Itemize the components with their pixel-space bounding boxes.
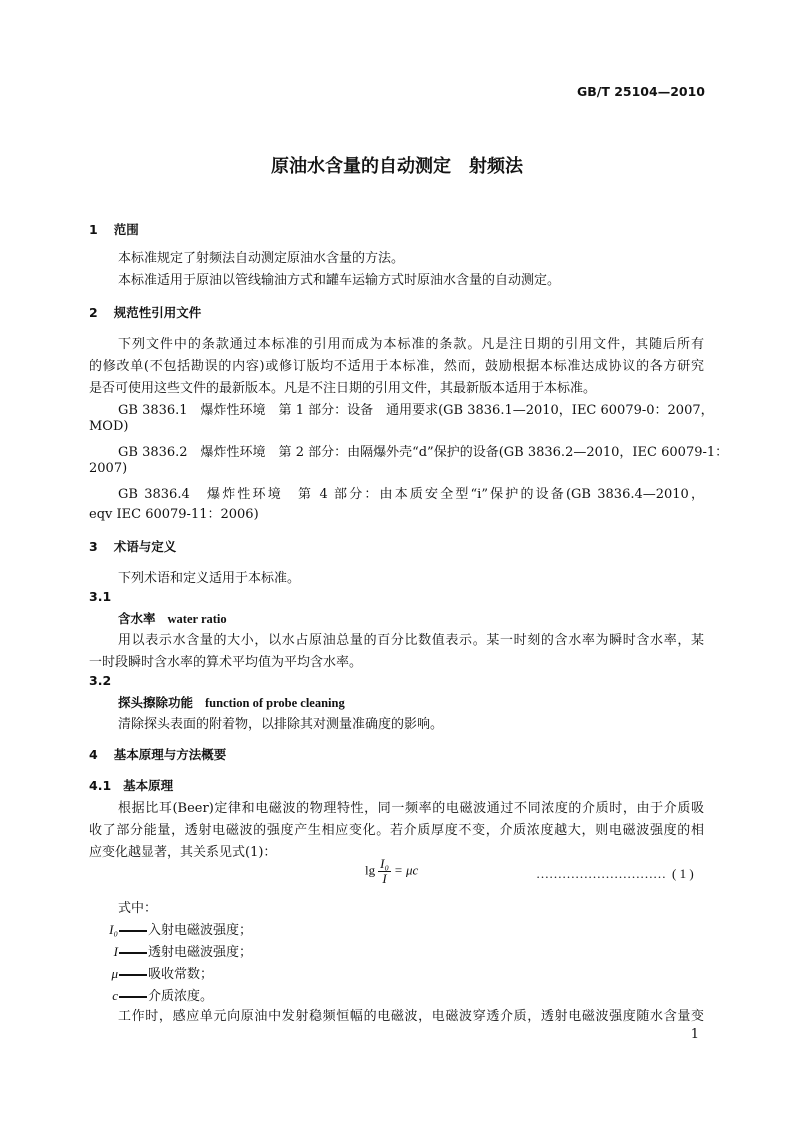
section-title: 规范性引用文件 [113, 305, 202, 320]
em-dash [119, 930, 147, 932]
section-title: 基本原理与方法概要 [113, 747, 227, 762]
section-4-heading [89, 745, 226, 763]
formula-lg: lg [365, 862, 376, 878]
definition-line: 清除探头表面的附着物，以排除其对测量准确度的影响。 [118, 717, 444, 732]
clause-number: 3.1 [89, 589, 112, 604]
clause-number: 3.2 [89, 673, 112, 688]
section-1-heading [89, 220, 139, 238]
variable-symbol: I₀ [109, 922, 118, 937]
section-number: 3 [89, 539, 98, 554]
where-label: 式中： [118, 901, 158, 916]
variable-desc: 入射电磁波强度； [148, 923, 253, 938]
section-title: 术语与定义 [113, 539, 177, 554]
page-number: 1 [690, 1027, 699, 1042]
section-3-heading [89, 537, 176, 555]
reference-entry: GB 3836.4 爆炸性环境 第 4 部分：由本质安全型“i”保护的设备(GB 3836.4—2010， [118, 487, 704, 502]
formula-1 [365, 857, 418, 886]
section-number: 1 [89, 222, 98, 237]
reference-entry-cont: MOD) [89, 419, 129, 434]
variable-row [96, 963, 213, 982]
standard-code: GB/T 25104—2010 [576, 84, 705, 99]
variable-symbol: I [113, 944, 118, 959]
section-title: 范围 [113, 222, 139, 237]
definition-line: 用以表示水含量的大小，以水占原油总量的百分比数值表示。某一时刻的含水率为瞬时含水率，某 [118, 633, 704, 648]
variable-symbol: c [112, 988, 118, 1003]
paragraph-line: 工作时，感应单元向原油中发射稳频恒幅的电磁波，电磁波穿透介质，透射电磁波强度随水含量变 [118, 1009, 704, 1024]
formula-rhs: = μc [393, 862, 419, 878]
subsection-title: 基本原理 [123, 778, 174, 793]
paragraph-line: 根据比耳(Beer)定律和电磁波的物理特性，同一频率的电磁波通过不同浓度的介质时，由于介质吸 [118, 801, 704, 816]
em-dash [119, 996, 147, 998]
reference-entry-cont: eqv IEC 60079-11：2006) [89, 507, 259, 522]
formula-leader: ………………………… [536, 866, 666, 881]
paragraph-line: 是否可使用这些文件的最新版本。凡是不注日期的引用文件，其最新版本适用于本标准。 [89, 381, 597, 396]
formula-number: ( 1 ) [672, 866, 694, 881]
definition-line: 一时段瞬时含水率的算术平均值为平均含水率。 [89, 655, 363, 670]
term-zh: 探头擦除功能 [118, 695, 194, 710]
term-zh: 含水率 [118, 611, 156, 626]
section-number: 4 [89, 747, 98, 762]
subsection-4-1-heading [89, 776, 173, 794]
section-number: 2 [89, 305, 98, 320]
reference-entry: GB 3836.1 爆炸性环境 第 1 部分：设备 通用要求(GB 3836.1—2010，IEC 60079-0：2007， [118, 403, 714, 418]
paragraph: 下列术语和定义适用于本标准。 [118, 571, 301, 586]
term-heading [118, 693, 345, 711]
variable-desc: 透射电磁波强度； [148, 945, 253, 960]
term-heading [118, 609, 227, 627]
reference-entry-cont: 2007) [89, 461, 128, 476]
paragraph-line: 收了部分能量，透射电磁波的强度产生相应变化。若介质厚度不变，介质浓度越大，则电磁波强度的相 [89, 823, 704, 838]
variable-row [96, 941, 252, 960]
term-en: water ratio [167, 612, 227, 626]
term-en: function of probe cleaning [205, 696, 345, 710]
variable-desc: 介质浓度。 [148, 989, 214, 1004]
paragraph-line: 应变化越显著，其关系见式(1)： [89, 845, 277, 860]
formula-fraction [378, 857, 391, 886]
em-dash [119, 974, 147, 976]
page-title: 原油水含量的自动测定 射频法 [271, 156, 523, 177]
variable-row [96, 919, 252, 938]
section-2-heading [89, 303, 201, 321]
paragraph-line: 下列文件中的条款通过本标准的引用而成为本标准的条款。凡是注日期的引用文件，其随后所有 [118, 337, 704, 352]
paragraph: 本标准规定了射频法自动测定原油水含量的方法。 [118, 251, 405, 266]
subsection-number: 4.1 [89, 778, 112, 793]
paragraph: 本标准适用于原油以管线输油方式和罐车运输方式时原油水含量的自动测定。 [118, 273, 561, 288]
reference-entry: GB 3836.2 爆炸性环境 第 2 部分：由隔爆外壳“d”保护的设备(GB 3836.2—2010，IEC 60079-1： [118, 445, 729, 460]
formula-numerator: I₀ [380, 856, 389, 871]
formula-denominator: I [382, 871, 387, 886]
paragraph-line: 的修改单(不包括勘误的内容)或修订版均不适用于本标准，然而，鼓励根据本标准达成协议的各方研究 [89, 359, 704, 374]
em-dash [119, 952, 147, 954]
variable-row [96, 985, 213, 1004]
variable-desc: 吸收常数； [148, 967, 214, 982]
variable-symbol: μ [111, 966, 118, 981]
